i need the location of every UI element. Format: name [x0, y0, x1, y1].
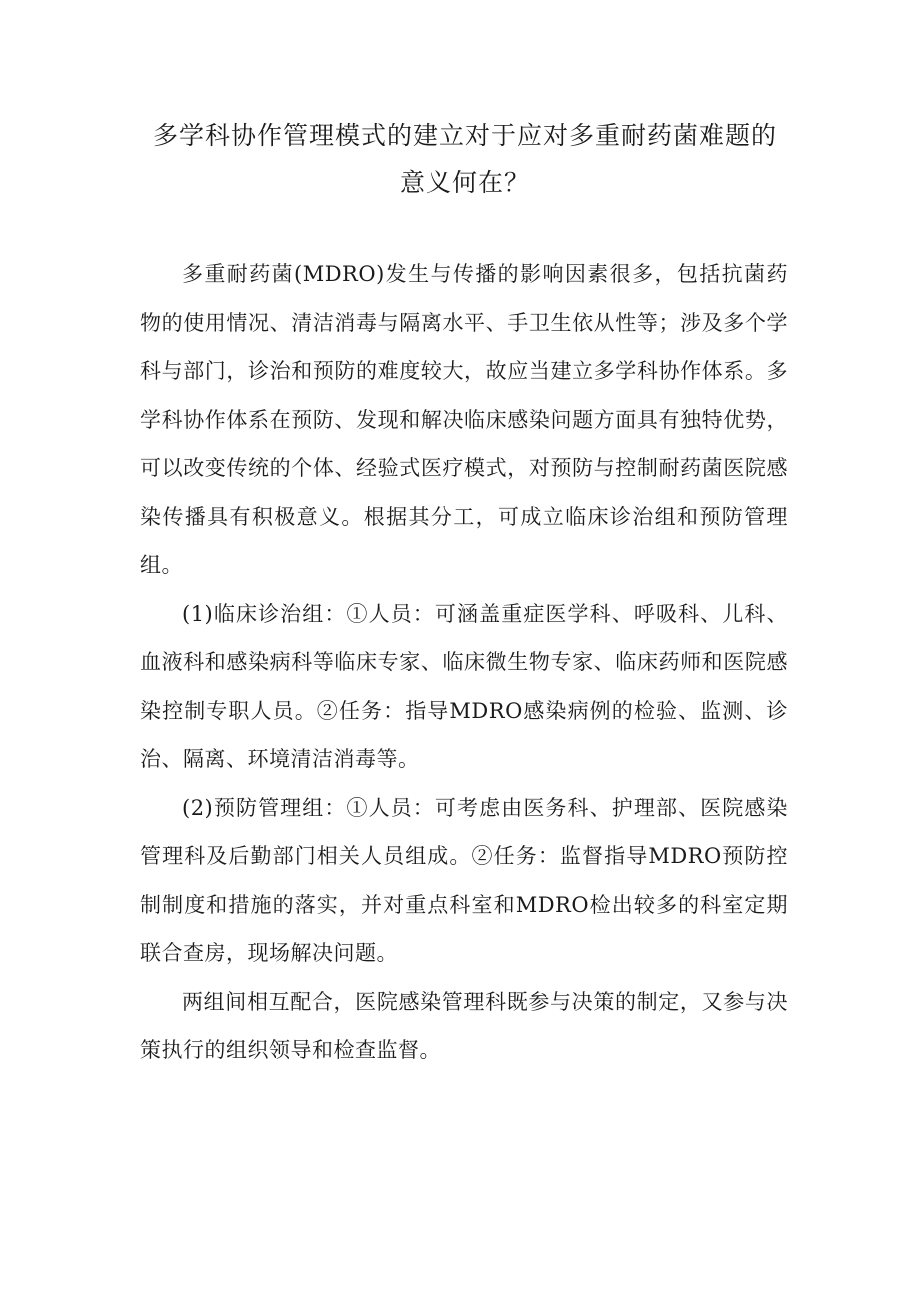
- paragraph-prevention-group: (2)预防管理组：①人员：可考虑由医务科、护理部、医院感染管理科及后勤部门相关人员组成。②任务：监督指导MDRO预防控制制度和措施的落实，并对重点科室和MDRO检出较多的科室定期联合查房，现场解决问题。: [140, 795, 788, 965]
- paragraph-clinical-group: (1)临床诊治组：①人员：可涵盖重症医学科、呼吸科、儿科、血液科和感染病科等临床专家、临床微生物专家、临床药师和医院感染控制专职人员。②任务：指导MDRO感染病例的检验、监测、诊治、隔离、环境清洁消毒等。: [140, 601, 788, 771]
- paragraph-conclusion: 两组间相互配合，医院感染管理科既参与决策的制定，又参与决策执行的组织领导和检查监督。: [140, 989, 788, 1062]
- document-body: [140, 250, 788, 1075]
- document-title: 多学科协作管理模式的建立对于应对多重耐药菌难题的意义何在？: [152, 121, 777, 197]
- paragraph-intro: 多重耐药菌(MDRO)发生与传播的影响因素很多，包括抗菌药物的使用情况、清洁消毒与隔离水平、手卫生依从性等；涉及多个学科与部门，诊治和预防的难度较大，故应当建立多学科协作体系。多学科协作体系在预防、发现和解决临床感染问题方面具有独特优势，可以改变传统的个体、经验式医疗模式，对预防与控制耐药菌医院感染传播具有积极意义。根据其分工，可成立临床诊治组和预防管理组。: [140, 262, 788, 577]
